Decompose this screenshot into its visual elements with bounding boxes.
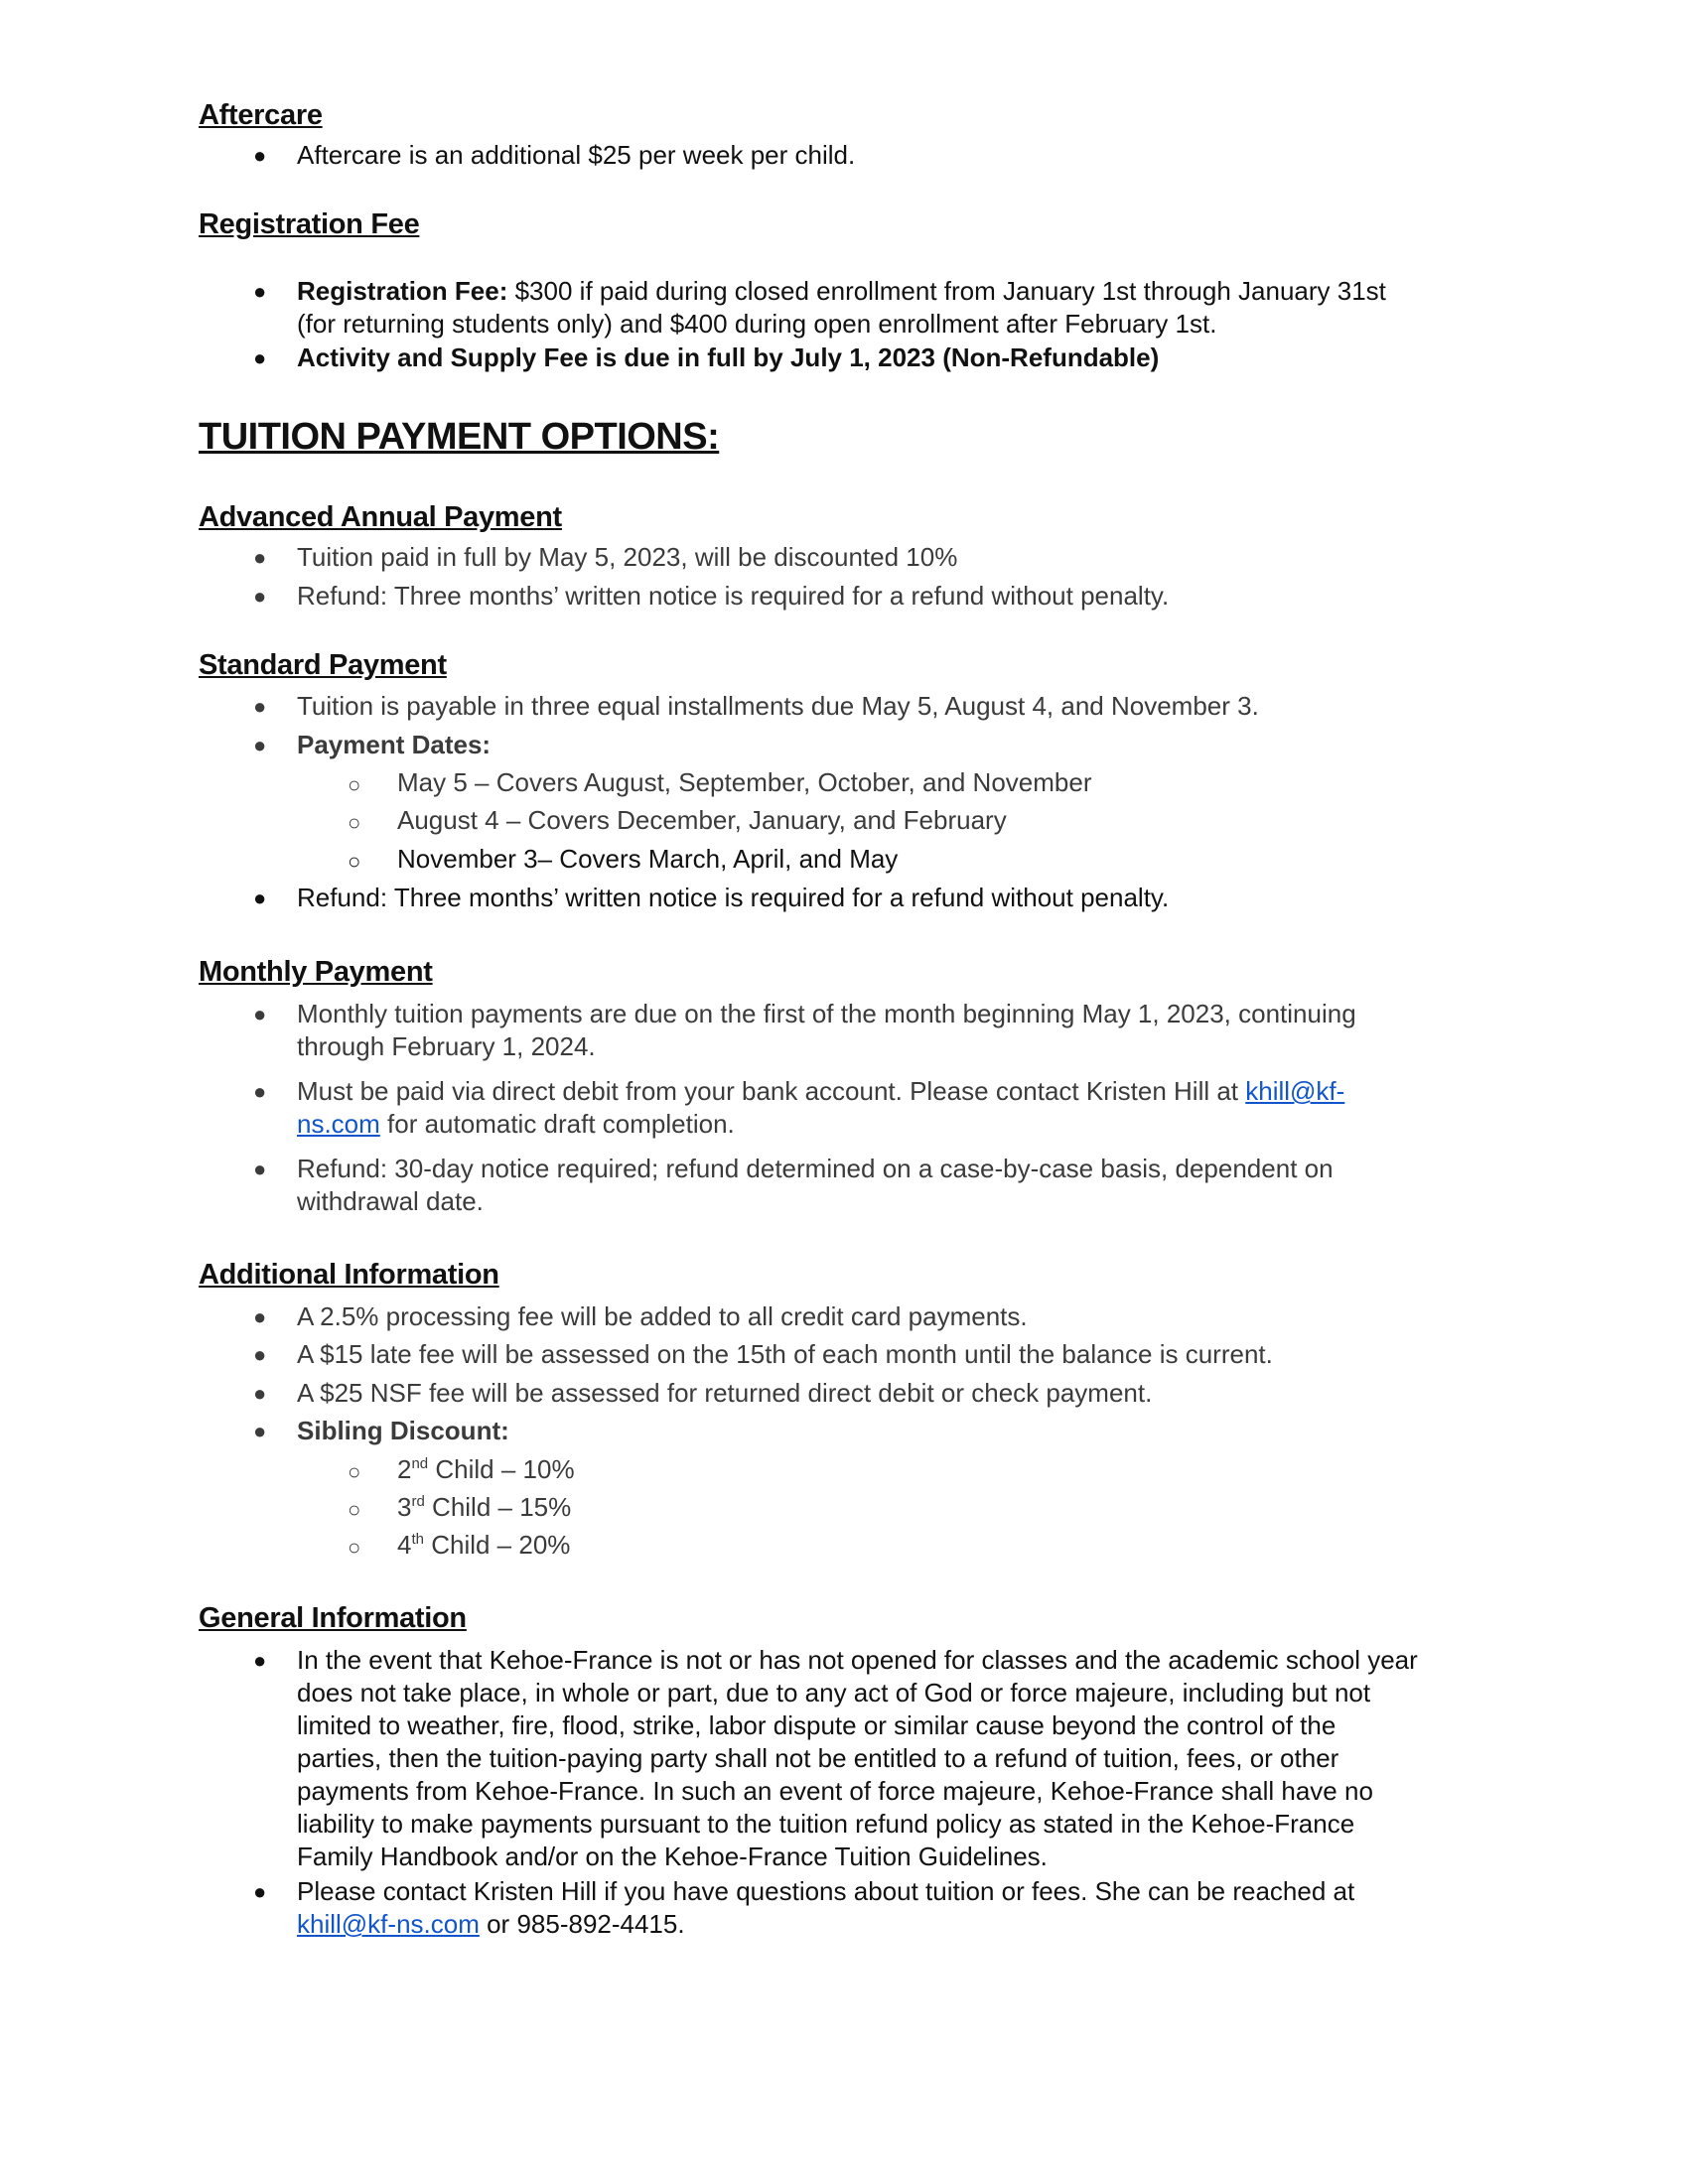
circle-bullet-icon: ○: [348, 810, 361, 835]
registration-label: Registration Fee:: [297, 276, 508, 306]
advanced-heading: Advanced Annual Payment: [199, 501, 562, 533]
circle-bullet-icon: ○: [348, 849, 361, 874]
standard-refund-item: ● Refund: Three months’ written notice is required for a refund without penalty.: [253, 883, 1170, 912]
advanced-item-2: ● Refund: Three months’ written notice is required for a refund without penalty.: [253, 581, 1170, 611]
bullet-icon: ●: [253, 1381, 267, 1406]
additional-item-1: ● A 2.5% processing fee will be added to all credit card payments.: [253, 1301, 1028, 1331]
standard-item-1: ● Tuition is payable in three equal installments due May 5, August 4, and November 3.: [253, 691, 1259, 721]
monthly-heading: Monthly Payment: [199, 956, 433, 988]
general-email-link[interactable]: khill@kf-ns.com: [297, 1909, 480, 1939]
circle-bullet-icon: ○: [348, 1459, 361, 1484]
circle-bullet-icon: ○: [348, 772, 361, 797]
bullet-icon: ●: [253, 279, 267, 304]
bullet-icon: ●: [253, 1419, 267, 1443]
sibling-discount-3: ○ 3rd Child – 15%: [397, 1491, 1390, 1524]
additional-item-3: ● A $25 NSF fee will be assessed for returned direct debit or check payment.: [253, 1378, 1153, 1408]
bullet-icon: ●: [253, 733, 267, 757]
sibling-discount-4: ○ 4th Child – 20%: [397, 1529, 1390, 1562]
email-link[interactable]: khill@kf-: [1245, 1076, 1345, 1106]
sibling-discount-item: ● Sibling Discount:: [253, 1416, 509, 1445]
aftercare-item: ● Aftercare is an additional $25 per week per child.: [253, 140, 856, 170]
tuition-heading: TUITION PAYMENT OPTIONS:: [199, 416, 720, 458]
additional-heading: Additional Information: [199, 1259, 499, 1291]
bullet-icon: ●: [253, 545, 267, 570]
bullet-icon: ●: [253, 1079, 267, 1104]
bullet-icon: ●: [253, 1879, 267, 1904]
bullet-icon: ●: [253, 1648, 267, 1673]
bullet-icon: ●: [253, 345, 267, 370]
payment-date-1: ○ May 5 – Covers August, September, October, and November: [397, 766, 1390, 799]
monthly-item-2: ● Must be paid via direct debit from your bank account. Please contact Kristen Hill at khill@kf- ns.com for automatic draft completion.: [253, 1076, 1345, 1139]
email-link-cont[interactable]: ns.com: [297, 1109, 380, 1139]
standard-heading: Standard Payment: [199, 649, 447, 681]
circle-bullet-icon: ○: [348, 1535, 361, 1560]
monthly-item-3: ● Refund: 30-day notice required; refund determined on a case-by-case basis, dependent on withdrawal date.: [253, 1154, 1334, 1216]
bullet-icon: ●: [253, 1304, 267, 1329]
general-item-2: ● Please contact Kristen Hill if you have questions about tuition or fees. She can be reached at khill@kf-ns.com or 985-892-4415.: [253, 1876, 1355, 1939]
advanced-item-1: ● Tuition paid in full by May 5, 2023, will be discounted 10%: [253, 542, 958, 572]
bullet-icon: ●: [253, 1342, 267, 1367]
bullet-icon: ●: [253, 1157, 267, 1181]
bullet-icon: ●: [253, 886, 267, 910]
bullet-icon: ●: [253, 1002, 267, 1026]
circle-bullet-icon: ○: [348, 1497, 361, 1522]
registration-heading: Registration Fee: [199, 208, 420, 240]
registration-item: ● Registration Fee: $300 if paid during closed enrollment from January 1st through January 31st (for returning students only) and $400 during open enrollment after February 1st.: [253, 276, 1386, 339]
general-item-1: ● In the event that Kehoe-France is not or has not opened for classes and the academic school year does not take place, in whole or part, due to any act of God or force majeure, including but not limited to weather, fire, flood, strike, labor dispute or similar cause beyond the control of the parties, then the tuition-paying party shall not be entitled to a refund of tuition, fees, or other payments from Kehoe-France. In such an event of force majeure, Kehoe-France shall have no liability to make payments pursuant to the tuition refund policy as stated in the Kehoe-France Family Handbook and/or on the Kehoe-France Tuition Guidelines.: [253, 1645, 1418, 1871]
aftercare-heading: Aftercare: [199, 99, 323, 131]
payment-date-3: ○ November 3– Covers March, April, and May: [397, 843, 1390, 876]
general-heading: General Information: [199, 1602, 467, 1634]
payment-date-2: ○ August 4 – Covers December, January, and February: [397, 804, 1390, 837]
payment-dates-item: ● Payment Dates:: [253, 730, 492, 759]
sibling-discount-2: ○ 2nd Child – 10%: [397, 1453, 1390, 1486]
monthly-item-1: ● Monthly tuition payments are due on the first of the month beginning May 1, 2023, continuing through February 1, 2024.: [253, 999, 1356, 1061]
additional-item-2: ● A $15 late fee will be assessed on the 15th of each month until the balance is current.: [253, 1339, 1273, 1369]
bullet-icon: ●: [253, 143, 267, 168]
bullet-icon: ●: [253, 584, 267, 609]
activity-fee-item: ● Activity and Supply Fee is due in full by July 1, 2023 (Non-Refundable): [253, 342, 1160, 372]
bullet-icon: ●: [253, 694, 267, 719]
